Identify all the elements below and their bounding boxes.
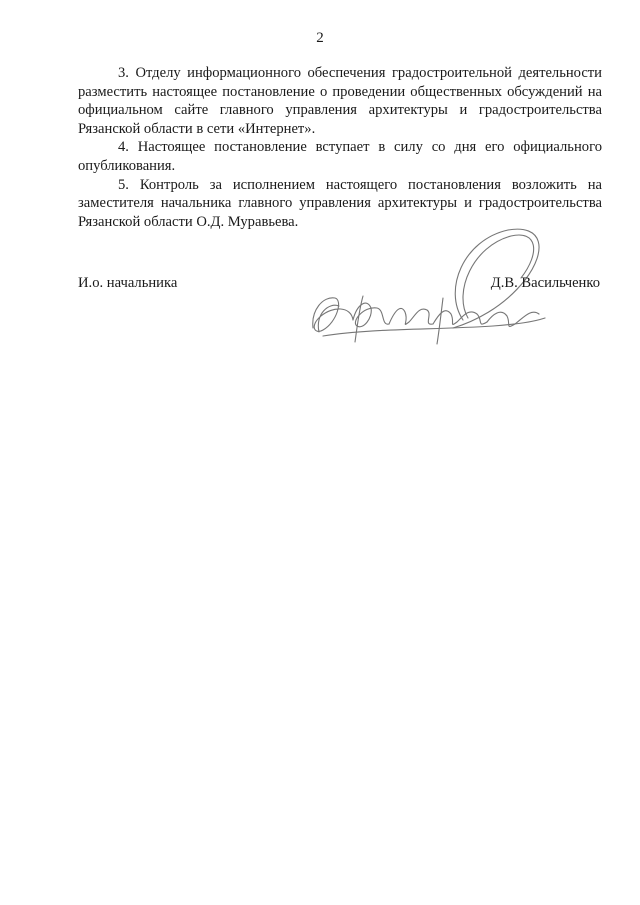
page-number: 2	[316, 30, 324, 46]
paragraph-5: 5. Контроль за исполнением настоящего постановления возложить на заместителя начальника главного управления архитектуры и градостроительства Рязанской области О.Д. Муравьева.	[78, 176, 602, 230]
body-text	[78, 64, 602, 231]
paragraph-3: 3. Отделу информационного обеспечения градостроительной деятельности разместить настоящее постановление о проведении общественных обсуждений на официальном сайте главного управления архитектуры и градостроительства Рязанской области в сети «Интернет».	[78, 65, 602, 137]
signature-block	[78, 270, 600, 330]
signer-name: Д.В. Васильченко	[490, 275, 600, 291]
signer-position: И.о. начальника	[78, 275, 178, 291]
paragraph-4: 4. Настоящее постановление вступает в силу со дня его официального опубликования.	[78, 139, 602, 174]
